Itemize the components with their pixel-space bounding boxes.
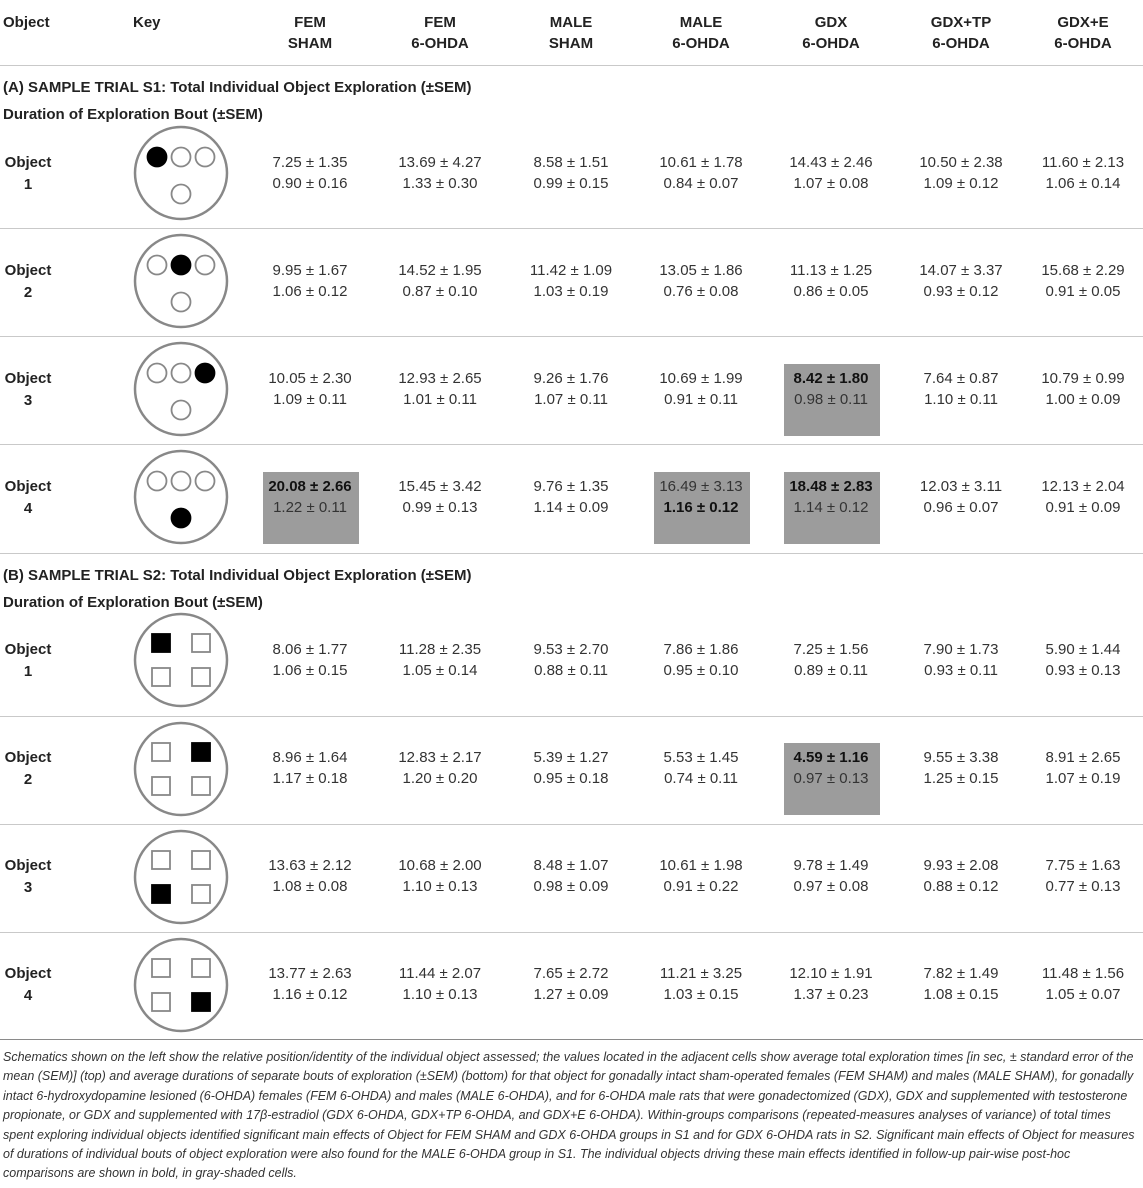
row-label-line2: 4 <box>23 500 33 517</box>
value-cell <box>251 260 369 302</box>
row-label <box>0 855 56 899</box>
object-position-key-icon <box>133 233 229 329</box>
value-cell <box>512 747 630 789</box>
section-a-title: (A) SAMPLE TRIAL S1: Total Individual Object Exploration (±SEM) <box>3 79 472 96</box>
bout-duration: 0.76 ± 0.08 <box>663 283 739 300</box>
total-time: 11.60 ± 2.13 <box>1041 154 1125 171</box>
row-label-line2: 1 <box>23 663 33 680</box>
value-cell <box>902 368 1020 410</box>
bout-duration: 0.91 ± 0.05 <box>1045 283 1121 300</box>
value-cell-significant <box>251 476 369 518</box>
value-cell <box>772 152 890 194</box>
value-cell <box>381 639 499 681</box>
total-time: 5.90 ± 1.44 <box>1045 641 1121 658</box>
total-time: 12.03 ± 3.11 <box>919 478 1003 495</box>
value-cell <box>902 639 1020 681</box>
value-cell <box>381 152 499 194</box>
value-cell <box>642 747 760 789</box>
total-time: 14.07 ± 3.37 <box>919 262 1003 279</box>
value-cell <box>381 963 499 1005</box>
total-time: 7.65 ± 2.72 <box>533 965 609 982</box>
total-time: 12.10 ± 1.91 <box>789 965 873 982</box>
bout-duration: 0.74 ± 0.11 <box>664 770 738 787</box>
value-cell <box>902 260 1020 302</box>
bout-duration: 1.16 ± 0.12 <box>663 499 739 516</box>
value-cell <box>772 963 890 1005</box>
row-label-line1: Object <box>4 965 52 982</box>
bout-duration: 0.89 ± 0.11 <box>794 662 868 679</box>
bout-duration: 1.00 ± 0.09 <box>1045 391 1121 408</box>
bout-duration: 0.98 ± 0.09 <box>533 878 609 895</box>
total-time: 7.64 ± 0.87 <box>923 370 999 387</box>
bout-duration: 0.86 ± 0.05 <box>793 283 869 300</box>
bout-duration: 1.14 ± 0.12 <box>793 499 869 516</box>
row-label-line1: Object <box>4 749 52 766</box>
total-time: 11.44 ± 2.07 <box>398 965 482 982</box>
value-cell <box>642 368 760 410</box>
col-header-gdx-e-6ohda <box>1024 12 1142 54</box>
value-cell <box>902 152 1020 194</box>
total-time: 9.53 ± 2.70 <box>533 641 609 658</box>
bout-duration: 1.08 ± 0.08 <box>272 878 348 895</box>
total-time: 8.06 ± 1.77 <box>272 641 348 658</box>
row-label <box>0 963 56 1007</box>
total-time: 10.68 ± 2.00 <box>398 857 482 874</box>
row-rule <box>0 824 1143 825</box>
bout-duration: 0.96 ± 0.07 <box>923 499 999 516</box>
object-position-key-icon <box>133 829 229 925</box>
bout-duration: 1.06 ± 0.15 <box>272 662 348 679</box>
row-label-line1: Object <box>4 478 52 495</box>
col-header-line1: GDX+E <box>1057 14 1109 31</box>
value-cell <box>251 639 369 681</box>
value-cell <box>251 855 369 897</box>
value-cell <box>512 639 630 681</box>
bout-duration: 1.07 ± 0.19 <box>1045 770 1121 787</box>
col-header-line1: MALE <box>679 14 723 31</box>
col-header-male-6ohda <box>642 12 760 54</box>
total-time: 7.86 ± 1.86 <box>663 641 739 658</box>
col-header-object: Object <box>3 14 50 31</box>
value-cell <box>1024 855 1142 897</box>
bout-duration: 1.10 ± 0.13 <box>402 986 478 1003</box>
bout-duration: 1.33 ± 0.30 <box>402 175 478 192</box>
bout-duration: 0.95 ± 0.18 <box>533 770 609 787</box>
value-cell <box>642 152 760 194</box>
row-rule <box>0 932 1143 933</box>
value-cell <box>381 855 499 897</box>
bout-duration: 1.08 ± 0.15 <box>923 986 999 1003</box>
col-header-line1: GDX+TP <box>930 14 992 31</box>
value-cell <box>381 368 499 410</box>
total-time: 15.45 ± 3.42 <box>398 478 482 495</box>
bout-duration: 0.91 ± 0.09 <box>1045 499 1121 516</box>
row-label <box>0 152 56 196</box>
bout-duration: 0.90 ± 0.16 <box>272 175 348 192</box>
bout-duration: 1.10 ± 0.13 <box>402 878 478 895</box>
total-time: 8.42 ± 1.80 <box>793 370 869 387</box>
bout-duration: 0.97 ± 0.08 <box>793 878 869 895</box>
col-header-gdx-tp-6ohda <box>902 12 1020 54</box>
section-b-subtitle: Duration of Exploration Bout (±SEM) <box>3 594 263 611</box>
col-header-line1: FEM <box>424 14 456 31</box>
bout-duration: 1.03 ± 0.19 <box>533 283 609 300</box>
value-cell <box>772 639 890 681</box>
value-cell <box>251 152 369 194</box>
total-time: 18.48 ± 2.83 <box>789 478 873 495</box>
col-header-fem-6ohda <box>381 12 499 54</box>
row-label-line1: Object <box>4 857 52 874</box>
total-time: 8.91 ± 2.65 <box>1045 749 1121 766</box>
total-time: 11.21 ± 3.25 <box>659 965 743 982</box>
total-time: 11.42 ± 1.09 <box>529 262 613 279</box>
total-time: 9.55 ± 3.38 <box>923 749 999 766</box>
total-time: 13.69 ± 4.27 <box>398 154 482 171</box>
bout-duration: 0.91 ± 0.11 <box>664 391 738 408</box>
col-header-line1: GDX <box>814 14 848 31</box>
bout-duration: 0.99 ± 0.15 <box>533 175 609 192</box>
value-cell <box>512 855 630 897</box>
total-time: 8.96 ± 1.64 <box>272 749 348 766</box>
bout-duration: 1.07 ± 0.11 <box>534 391 608 408</box>
bout-duration: 1.07 ± 0.08 <box>793 175 869 192</box>
total-time: 10.50 ± 2.38 <box>919 154 1003 171</box>
row-label-line2: 3 <box>23 392 33 409</box>
total-time: 9.78 ± 1.49 <box>793 857 869 874</box>
section-b-title: (B) SAMPLE TRIAL S2: Total Individual Object Exploration (±SEM) <box>3 567 472 584</box>
object-position-key-icon <box>133 449 229 545</box>
total-time: 15.68 ± 2.29 <box>1041 262 1125 279</box>
value-cell <box>642 260 760 302</box>
row-label-line2: 1 <box>23 176 33 193</box>
col-header-line1: FEM <box>294 14 326 31</box>
row-label <box>0 260 56 304</box>
row-rule <box>0 716 1143 717</box>
bout-duration: 1.10 ± 0.11 <box>924 391 998 408</box>
col-header-line2: 6-OHDA <box>672 35 730 52</box>
total-time: 8.48 ± 1.07 <box>533 857 609 874</box>
row-label-line2: 2 <box>23 284 33 301</box>
bout-duration: 1.20 ± 0.20 <box>402 770 478 787</box>
value-cell-significant <box>772 476 890 518</box>
total-time: 9.95 ± 1.67 <box>272 262 348 279</box>
col-header-fem-sham <box>251 12 369 54</box>
row-label <box>0 368 56 412</box>
value-cell <box>642 855 760 897</box>
bout-duration: 0.95 ± 0.10 <box>663 662 739 679</box>
value-cell <box>772 855 890 897</box>
total-time: 13.63 ± 2.12 <box>268 857 352 874</box>
row-label-line1: Object <box>4 370 52 387</box>
total-time: 12.13 ± 2.04 <box>1041 478 1125 495</box>
row-label-line2: 2 <box>23 771 33 788</box>
bout-duration: 1.09 ± 0.12 <box>923 175 999 192</box>
value-cell <box>1024 639 1142 681</box>
value-cell <box>251 963 369 1005</box>
total-time: 4.59 ± 1.16 <box>793 749 869 766</box>
row-label <box>0 639 56 683</box>
value-cell <box>1024 368 1142 410</box>
bout-duration: 0.84 ± 0.07 <box>663 175 739 192</box>
object-position-key-icon <box>133 341 229 437</box>
total-time: 14.52 ± 1.95 <box>398 262 482 279</box>
value-cell <box>902 855 1020 897</box>
col-header-line2: SHAM <box>548 35 594 52</box>
bout-duration: 1.05 ± 0.07 <box>1045 986 1121 1003</box>
bout-duration: 0.98 ± 0.11 <box>794 391 868 408</box>
value-cell <box>902 747 1020 789</box>
total-time: 10.69 ± 1.99 <box>659 370 743 387</box>
bout-duration: 0.99 ± 0.13 <box>402 499 478 516</box>
bout-duration: 0.93 ± 0.13 <box>1045 662 1121 679</box>
total-time: 20.08 ± 2.66 <box>268 478 352 495</box>
value-cell <box>512 476 630 518</box>
value-cell <box>512 152 630 194</box>
value-cell <box>1024 747 1142 789</box>
total-time: 10.05 ± 2.30 <box>268 370 352 387</box>
bout-duration: 0.87 ± 0.10 <box>402 283 478 300</box>
bout-duration: 1.25 ± 0.15 <box>923 770 999 787</box>
bout-duration: 1.03 ± 0.15 <box>663 986 739 1003</box>
col-header-gdx-6ohda <box>772 12 890 54</box>
row-rule <box>0 228 1143 229</box>
value-cell-significant <box>772 368 890 410</box>
bout-duration: 1.09 ± 0.11 <box>273 391 347 408</box>
total-time: 11.13 ± 1.25 <box>789 262 873 279</box>
total-time: 13.05 ± 1.86 <box>659 262 743 279</box>
total-time: 11.48 ± 1.56 <box>1041 965 1125 982</box>
value-cell-significant <box>642 476 760 518</box>
value-cell <box>902 963 1020 1005</box>
row-label-line1: Object <box>4 262 52 279</box>
col-header-line2: 6-OHDA <box>411 35 469 52</box>
total-time: 10.61 ± 1.98 <box>659 857 743 874</box>
row-label-line2: 3 <box>23 879 33 896</box>
row-label-line1: Object <box>4 641 52 658</box>
total-time: 14.43 ± 2.46 <box>789 154 873 171</box>
value-cell-significant <box>772 747 890 789</box>
total-time: 5.39 ± 1.27 <box>533 749 609 766</box>
value-cell <box>251 747 369 789</box>
total-time: 7.25 ± 1.56 <box>793 641 869 658</box>
value-cell <box>381 747 499 789</box>
row-label <box>0 747 56 791</box>
bout-duration: 1.37 ± 0.23 <box>793 986 869 1003</box>
object-position-key-icon <box>133 125 229 221</box>
col-header-line2: SHAM <box>287 35 333 52</box>
table-footnote: Schematics shown on the left show the relative position/identity of the individual object assessed; the values located in the adjacent cells show average total exploration times [in sec, ± standard error of the mean (SEM)] (top) and average durations of separate bouts of exploration (±SEM) (bottom) for that object for gonadally intact sham-operated females (FEM SHAM) and males (MALE SHAM), for gonadally intact 6-hydroxydopamine lesioned (6-OHDA) females (FEM 6-OHDA) and males (MALE 6-OHDA), and for 6-OHDA male rats that were gonadectomized (GDX), GDX and supplemented with testosterone propionate, or GDX and supplemented with 17β-estradiol (GDX 6-OHDA, GDX+TP 6-OHDA, and GDX+E 6-OHDA). Within-groups comparisons (repeated-measures analyses of variance) of total times spent exploring individual objects identified significant main effects of Object for FEM SHAM and GDX 6-OHDA groups in S1 and for GDX 6-OHDA rats in S2. Significant main effects of Object for measures of durations of individual bouts of object exploration were also found for the MALE 6-OHDA group in S1. The individual objects driving these main effects identified in follow-up pair-wise post-hoc comparisons are shown in bold, in gray-shaded cells. <box>3 1050 1135 1181</box>
bout-duration: 0.91 ± 0.22 <box>663 878 739 895</box>
section-a-subtitle: Duration of Exploration Bout (±SEM) <box>3 106 263 123</box>
value-cell <box>512 260 630 302</box>
value-cell <box>512 963 630 1005</box>
bout-duration: 1.05 ± 0.14 <box>402 662 478 679</box>
row-label <box>0 476 56 520</box>
total-time: 7.90 ± 1.73 <box>923 641 999 658</box>
value-cell <box>381 476 499 518</box>
total-time: 5.53 ± 1.45 <box>663 749 739 766</box>
header-rule <box>0 65 1143 66</box>
col-header-male-sham <box>512 12 630 54</box>
table-bottom-rule <box>0 1039 1143 1040</box>
value-cell <box>251 368 369 410</box>
object-position-key-icon <box>133 937 229 1033</box>
bout-duration: 0.97 ± 0.13 <box>793 770 869 787</box>
bout-duration: 1.06 ± 0.14 <box>1045 175 1121 192</box>
value-cell <box>1024 152 1142 194</box>
object-position-key-icon <box>133 612 229 708</box>
total-time: 7.82 ± 1.49 <box>923 965 999 982</box>
total-time: 10.61 ± 1.78 <box>659 154 743 171</box>
bout-duration: 1.01 ± 0.11 <box>403 391 477 408</box>
bout-duration: 0.88 ± 0.11 <box>534 662 608 679</box>
total-time: 7.25 ± 1.35 <box>272 154 348 171</box>
col-header-line2: 6-OHDA <box>932 35 990 52</box>
row-label-line1: Object <box>4 154 52 171</box>
value-cell <box>381 260 499 302</box>
bout-duration: 1.27 ± 0.09 <box>533 986 609 1003</box>
row-rule <box>0 444 1143 445</box>
bout-duration: 1.17 ± 0.18 <box>272 770 348 787</box>
bout-duration: 0.93 ± 0.12 <box>923 283 999 300</box>
col-header-key: Key <box>133 14 161 31</box>
bout-duration: 1.06 ± 0.12 <box>272 283 348 300</box>
total-time: 16.49 ± 3.13 <box>659 478 743 495</box>
object-position-key-icon <box>133 721 229 817</box>
value-cell <box>512 368 630 410</box>
total-time: 12.93 ± 2.65 <box>398 370 482 387</box>
total-time: 9.93 ± 2.08 <box>923 857 999 874</box>
section-rule <box>0 553 1143 554</box>
total-time: 12.83 ± 2.17 <box>398 749 482 766</box>
total-time: 13.77 ± 2.63 <box>268 965 352 982</box>
col-header-line2: 6-OHDA <box>802 35 860 52</box>
col-header-line2: 6-OHDA <box>1054 35 1112 52</box>
bout-duration: 0.93 ± 0.11 <box>924 662 998 679</box>
bout-duration: 1.22 ± 0.11 <box>273 499 347 516</box>
bout-duration: 0.77 ± 0.13 <box>1045 878 1121 895</box>
row-label-line2: 4 <box>23 987 33 1004</box>
total-time: 10.79 ± 0.99 <box>1041 370 1125 387</box>
value-cell <box>772 260 890 302</box>
total-time: 9.26 ± 1.76 <box>533 370 609 387</box>
value-cell <box>1024 476 1142 518</box>
value-cell <box>1024 260 1142 302</box>
bout-duration: 0.88 ± 0.12 <box>923 878 999 895</box>
total-time: 9.76 ± 1.35 <box>533 478 609 495</box>
value-cell <box>902 476 1020 518</box>
value-cell <box>642 639 760 681</box>
value-cell <box>1024 963 1142 1005</box>
bout-duration: 1.14 ± 0.09 <box>533 499 609 516</box>
bout-duration: 1.16 ± 0.12 <box>272 986 348 1003</box>
total-time: 7.75 ± 1.63 <box>1045 857 1121 874</box>
total-time: 8.58 ± 1.51 <box>533 154 609 171</box>
row-rule <box>0 336 1143 337</box>
total-time: 11.28 ± 2.35 <box>398 641 482 658</box>
col-header-line1: MALE <box>549 14 593 31</box>
value-cell <box>642 963 760 1005</box>
